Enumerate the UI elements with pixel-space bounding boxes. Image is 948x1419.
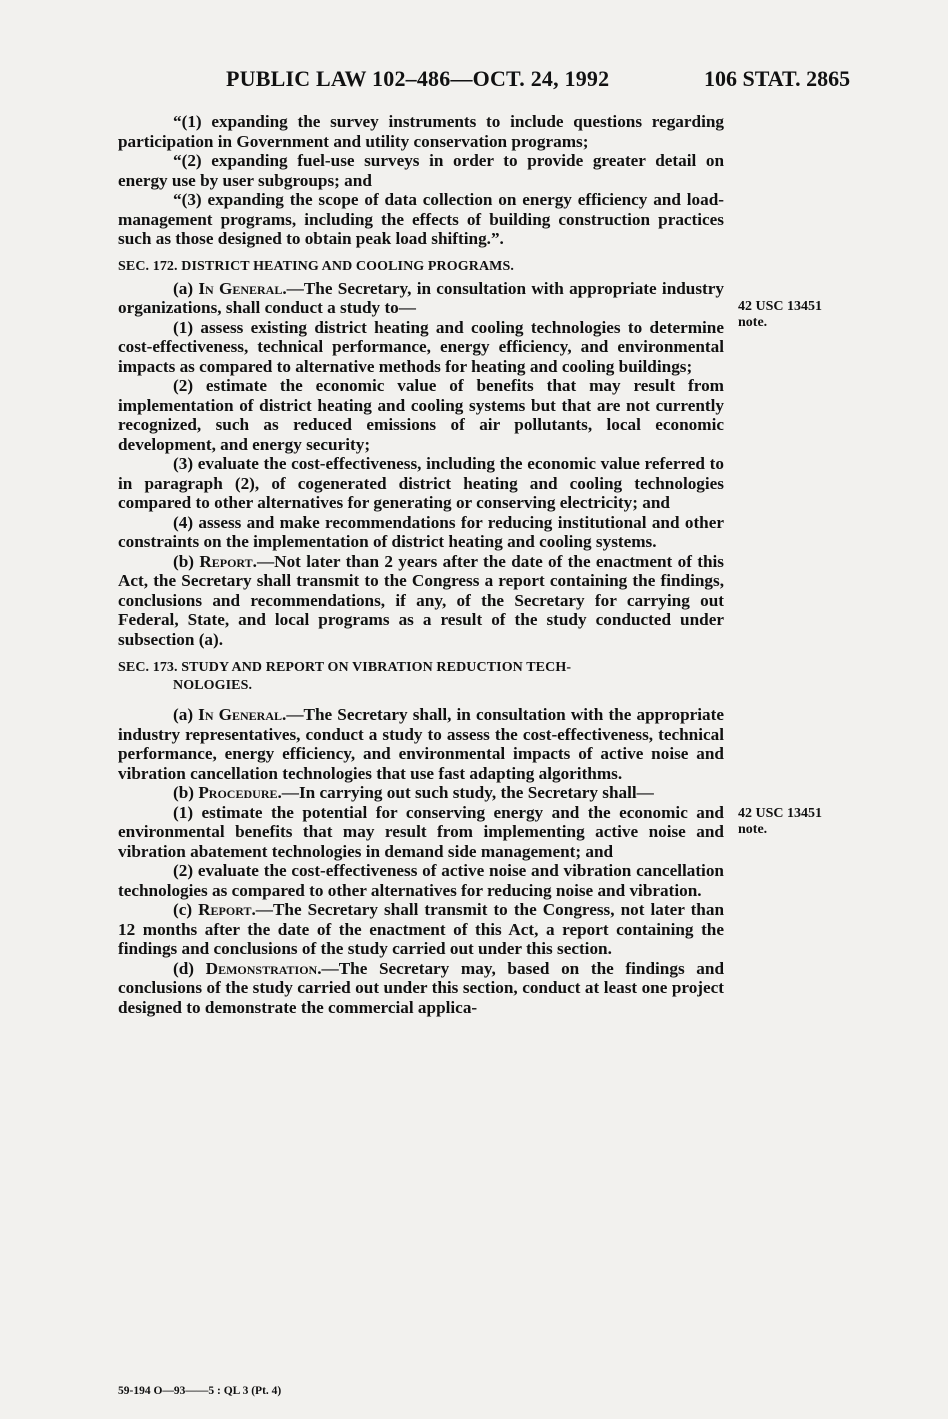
- subsection-caption: Report: [199, 551, 253, 571]
- subsection-label: (b): [173, 551, 200, 571]
- subsection-caption: Report: [198, 900, 252, 919]
- subsection-173d: [118, 959, 724, 1018]
- paragraph-item: (2) evaluate the cost-effectiveness of active noise and vibration cancellation technologies as compared to other alternatives for reducing noise and vibration.: [118, 861, 724, 900]
- margin-note-citation: 42 USC 13451: [738, 299, 823, 314]
- running-header-title: PUBLIC LAW 102–486—OCT. 24, 1992: [226, 66, 610, 91]
- margin-note-citation: 42 USC 13451: [738, 806, 823, 821]
- subsection-caption: Procedure: [198, 783, 278, 802]
- paragraph-item: (1) assess existing district heating and cooling technologies to determine cost-effectiveness, technical performance, energy efficiency, and environmental impacts as compared to alternative methods for heating and cooling buildings;: [118, 317, 724, 376]
- paragraph: “(3) expanding the scope of data collection on energy efficiency and load-management programs, including the effects of building construction practices such as those designed to obtain peak load shifting.”.: [118, 190, 724, 248]
- margin-note-label: note.: [738, 315, 768, 330]
- body-text: [118, 112, 724, 1017]
- margin-note-sec173: [738, 806, 858, 838]
- subsection-173b: [118, 783, 724, 803]
- subsection-label: (d): [173, 958, 206, 978]
- paragraph-item: (4) assess and make recommendations for reducing institutional and other constraints on the implementation of district heating and cooling systems.: [118, 512, 724, 551]
- margin-note-sec172: [738, 299, 858, 331]
- subsection-label: (a): [173, 278, 199, 298]
- section-heading-172: SEC. 172. DISTRICT HEATING AND COOLING PROGRAMS.: [118, 258, 514, 274]
- subsection-172b: [118, 552, 724, 650]
- subsection-caption: In General: [198, 278, 283, 298]
- subsection-caption: In General: [198, 705, 283, 724]
- subsection-text: .—The Secretary shall, in consultation with the appropriate industry representatives, conduct a study to assess the cost-effectiveness, technical performance, energy efficiency, and environmental impacts of active noise and vibration cancellation technologies that use fast adapting algorithms.: [118, 705, 725, 783]
- paragraph-item: (1) estimate the potential for conserving energy and the economic and environmental benefits that may result from implementing active noise and vibration abatement technologies in demand side management; and: [118, 802, 724, 861]
- section-heading-line2: NOLOGIES.: [173, 678, 253, 693]
- subsection-172a: [118, 279, 724, 318]
- paragraph: “(1) expanding the survey instruments to include questions regarding participation in Government and utility conservation programs;: [118, 112, 724, 151]
- margin-note-label: note.: [738, 822, 768, 837]
- subsection-text: .—The Secretary, in consultation with appropriate industry organizations, shall conduct a study to—: [118, 278, 725, 317]
- subsection-caption: Demonstration: [205, 958, 318, 978]
- subsection-173a: [118, 705, 724, 783]
- subsection-label: (c): [173, 900, 199, 919]
- subsection-text: .—Not later than 2 years after the date of the enactment of this Act, the Secretary shall transmit to the Congress a report containing the findings, conclusions and recommendations, if any, of the Secretary for carrying out Federal, State, and local programs as a result of the study conducted under subsection (a).: [118, 551, 724, 649]
- statute-page-number: 106 STAT. 2865: [704, 66, 851, 91]
- subsection-text: .—The Secretary may, based on the findings and conclusions of the study carried out under this section, conduct at least one project designed to demonstrate the commercial applica-: [118, 958, 725, 1017]
- paragraph-item: (3) evaluate the cost-effectiveness, including the economic value referred to in paragraph (2), of cogenerated district heating and cooling technologies compared to other alternatives for generating or conserving electricity; and: [118, 454, 724, 512]
- print-job-footer: 59-194 O—93——5 : QL 3 (Pt. 4): [118, 1385, 282, 1397]
- paragraph: “(2) expanding fuel-use surveys in order to provide greater detail on energy use by user subgroups; and: [118, 151, 724, 190]
- subsection-173c: [118, 900, 724, 959]
- section-heading-173: [118, 659, 724, 695]
- section-heading-line1: SEC. 173. STUDY AND REPORT ON VIBRATION REDUCTION TECH-: [118, 660, 572, 675]
- paragraph-item: (2) estimate the economic value of benefits that may result from implementation of district heating and cooling systems but that are not currently recognized, such as reduced emissions of air pollutants, local economic development, and energy security;: [118, 376, 724, 454]
- subsection-label: (a): [173, 705, 199, 724]
- subsection-label: (b): [173, 783, 199, 802]
- subsection-text: .—The Secretary shall transmit to the Congress, not later than 12 months after the date of the enactment of this Act, a report containing the findings and conclusions of the study carried out under this section.: [118, 900, 725, 958]
- subsection-text: .—In carrying out such study, the Secretary shall—: [277, 783, 654, 802]
